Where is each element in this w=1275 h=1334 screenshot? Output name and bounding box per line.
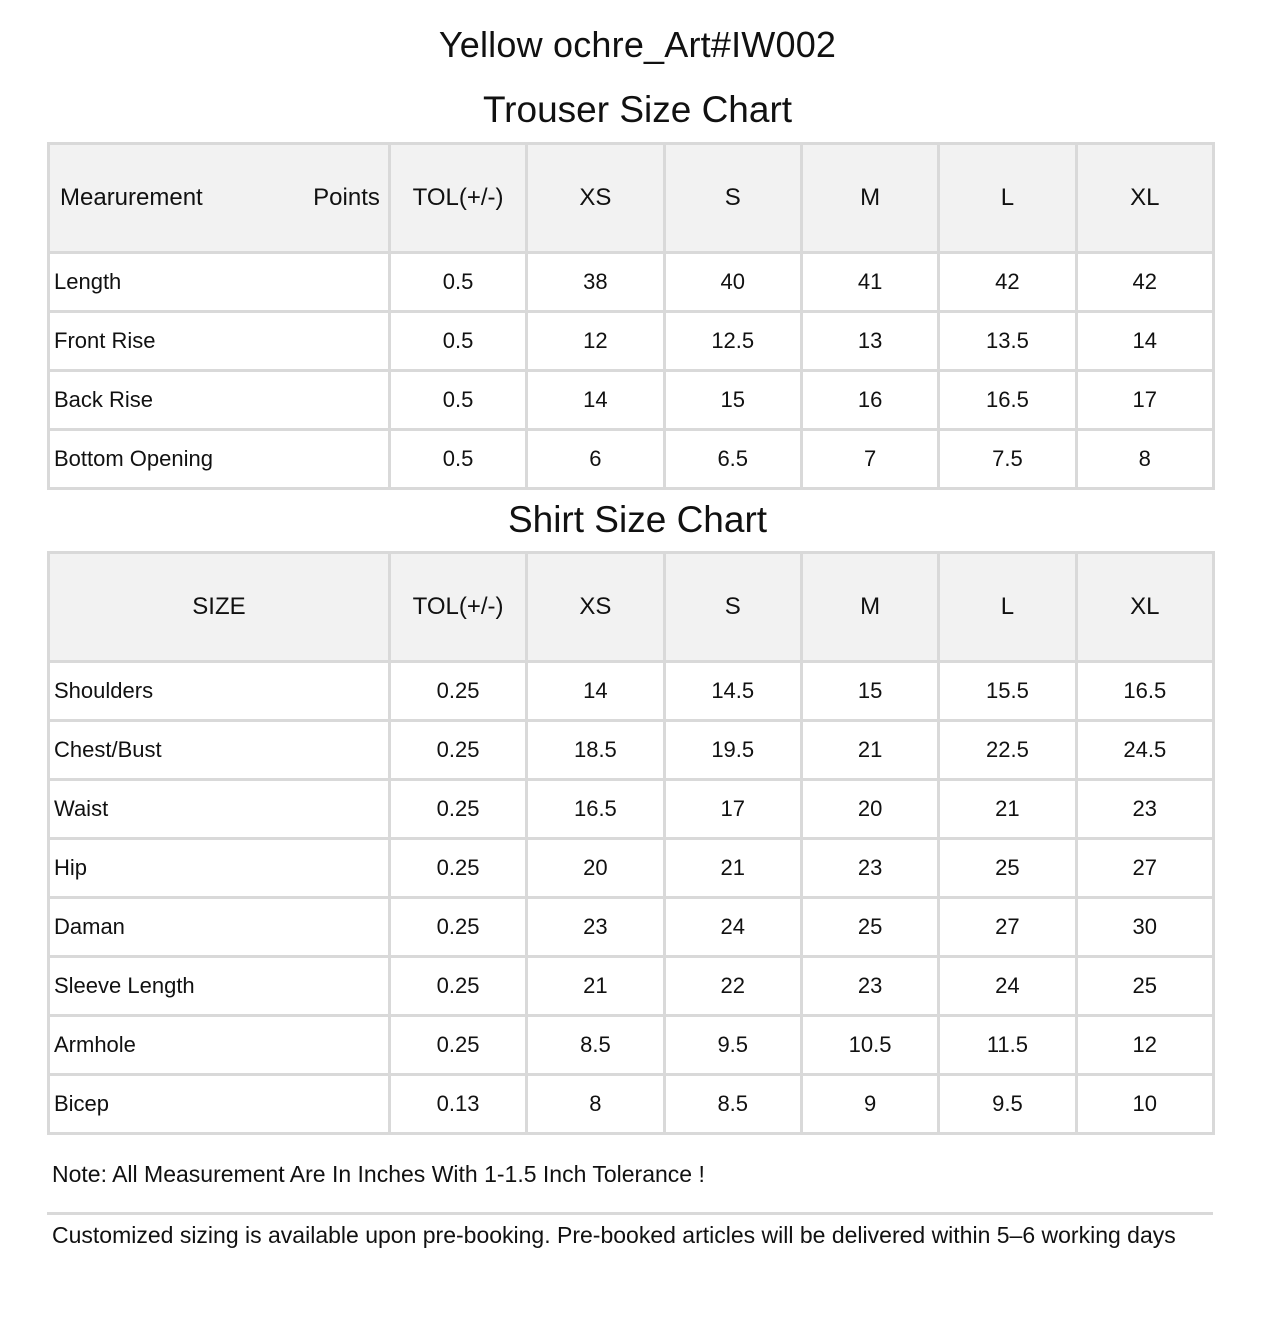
size-header-xl: XL: [1076, 553, 1213, 662]
size-value-xs: 20: [527, 839, 664, 898]
table-row: [49, 957, 1214, 1016]
size-value-xl: 17: [1076, 371, 1213, 430]
size-value-xl: 16.5: [1076, 662, 1213, 721]
size-value-s: 9.5: [664, 1016, 801, 1075]
size-value-l: 15.5: [939, 662, 1076, 721]
size-value-xl: 12: [1076, 1016, 1213, 1075]
size-header-l: L: [939, 553, 1076, 662]
shirt-chart-title: Shirt Size Chart: [507, 499, 768, 540]
measurement-note: Note: All Measurement Are In Inches With 1-1.5 Inch Tolerance !: [52, 1161, 705, 1187]
size-value-s: 24: [664, 898, 801, 957]
size-value-s: 14.5: [664, 662, 801, 721]
row-label: Back Rise: [49, 371, 390, 430]
row-label: Hip: [49, 839, 390, 898]
row-label: Bicep: [49, 1075, 390, 1134]
document-title: Yellow ochre_Art#IW002: [438, 24, 837, 65]
table-row: [49, 662, 1214, 721]
size-header-m: M: [801, 553, 938, 662]
size-value-m: 9: [801, 1075, 938, 1134]
size-label-header: SIZE: [49, 553, 390, 662]
tolerance-cell: 0.25: [389, 780, 526, 839]
tolerance-cell: 0.5: [389, 371, 526, 430]
size-value-s: 22: [664, 957, 801, 1016]
size-value-xs: 18.5: [527, 721, 664, 780]
size-value-m: 21: [801, 721, 938, 780]
size-value-s: 21: [664, 839, 801, 898]
tolerance-cell: 0.5: [389, 253, 526, 312]
size-value-s: 15: [664, 371, 801, 430]
tolerance-cell: 0.25: [389, 957, 526, 1016]
size-header-l: L: [939, 144, 1076, 253]
shirt-header-row: [49, 553, 1214, 662]
size-header-xs: XS: [527, 553, 664, 662]
measurement-header-label: Mearurement: [60, 184, 203, 211]
tolerance-cell: 0.25: [389, 1016, 526, 1075]
row-label: Sleeve Length: [49, 957, 390, 1016]
table-row: [49, 1075, 1214, 1134]
row-label: Daman: [49, 898, 390, 957]
size-header-s: S: [664, 144, 801, 253]
size-value-s: 6.5: [664, 430, 801, 489]
size-value-l: 16.5: [939, 371, 1076, 430]
size-value-m: 15: [801, 662, 938, 721]
trouser-chart-title: Trouser Size Chart: [482, 89, 793, 130]
size-value-m: 25: [801, 898, 938, 957]
size-value-xs: 8: [527, 1075, 664, 1134]
size-value-l: 9.5: [939, 1075, 1076, 1134]
size-value-s: 17: [664, 780, 801, 839]
table-row: [49, 839, 1214, 898]
size-value-l: 27: [939, 898, 1076, 957]
divider: [47, 1212, 1213, 1215]
size-value-l: 21: [939, 780, 1076, 839]
tolerance-cell: 0.13: [389, 1075, 526, 1134]
tolerance-cell: 0.25: [389, 662, 526, 721]
size-value-xl: 24.5: [1076, 721, 1213, 780]
size-value-l: 22.5: [939, 721, 1076, 780]
size-value-xs: 21: [527, 957, 664, 1016]
row-label: Chest/Bust: [49, 721, 390, 780]
size-value-m: 20: [801, 780, 938, 839]
size-value-l: 7.5: [939, 430, 1076, 489]
row-label: Length: [49, 253, 390, 312]
table-row: [49, 780, 1214, 839]
table-row: [49, 253, 1214, 312]
size-value-xl: 10: [1076, 1075, 1213, 1134]
size-value-xl: 42: [1076, 253, 1213, 312]
trouser-size-table: [47, 142, 1215, 490]
size-value-m: 7: [801, 430, 938, 489]
size-value-xs: 16.5: [527, 780, 664, 839]
tolerance-cell: 0.25: [389, 839, 526, 898]
tolerance-cell: 0.5: [389, 312, 526, 371]
size-value-xs: 14: [527, 371, 664, 430]
size-value-m: 13: [801, 312, 938, 371]
row-label: Bottom Opening: [49, 430, 390, 489]
size-value-s: 12.5: [664, 312, 801, 371]
size-value-xs: 12: [527, 312, 664, 371]
table-row: [49, 312, 1214, 371]
size-value-s: 40: [664, 253, 801, 312]
size-value-l: 11.5: [939, 1016, 1076, 1075]
size-value-l: 42: [939, 253, 1076, 312]
measurement-points-header: [49, 144, 390, 253]
size-value-xl: 23: [1076, 780, 1213, 839]
tol-header: TOL(+/-): [389, 144, 526, 253]
custom-sizing-note: Customized sizing is available upon pre-booking. Pre-booked articles will be delivered within 5–6 working days: [52, 1222, 1176, 1248]
trouser-header-row: [49, 144, 1214, 253]
size-value-xl: 14: [1076, 312, 1213, 371]
size-value-xl: 25: [1076, 957, 1213, 1016]
size-value-xs: 14: [527, 662, 664, 721]
size-value-xl: 8: [1076, 430, 1213, 489]
table-row: [49, 1016, 1214, 1075]
row-label: Shoulders: [49, 662, 390, 721]
table-row: [49, 898, 1214, 957]
table-row: [49, 721, 1214, 780]
size-header-m: M: [801, 144, 938, 253]
row-label: Armhole: [49, 1016, 390, 1075]
tolerance-cell: 0.5: [389, 430, 526, 489]
size-value-l: 24: [939, 957, 1076, 1016]
size-header-s: S: [664, 553, 801, 662]
size-value-xl: 27: [1076, 839, 1213, 898]
size-value-m: 23: [801, 839, 938, 898]
size-value-l: 25: [939, 839, 1076, 898]
size-value-xs: 23: [527, 898, 664, 957]
size-value-m: 41: [801, 253, 938, 312]
size-value-m: 10.5: [801, 1016, 938, 1075]
tolerance-cell: 0.25: [389, 898, 526, 957]
size-value-m: 16: [801, 371, 938, 430]
size-value-m: 23: [801, 957, 938, 1016]
size-value-xl: 30: [1076, 898, 1213, 957]
table-row: [49, 371, 1214, 430]
row-label: Front Rise: [49, 312, 390, 371]
size-value-s: 19.5: [664, 721, 801, 780]
tol-header: TOL(+/-): [389, 553, 526, 662]
size-value-xs: 8.5: [527, 1016, 664, 1075]
size-value-l: 13.5: [939, 312, 1076, 371]
size-header-xs: XS: [527, 144, 664, 253]
tolerance-cell: 0.25: [389, 721, 526, 780]
size-header-xl: XL: [1076, 144, 1213, 253]
size-value-s: 8.5: [664, 1075, 801, 1134]
size-value-xs: 38: [527, 253, 664, 312]
row-label: Waist: [49, 780, 390, 839]
shirt-size-table: [47, 551, 1215, 1135]
size-value-xs: 6: [527, 430, 664, 489]
points-header-label: Points: [313, 184, 380, 211]
table-row: [49, 430, 1214, 489]
